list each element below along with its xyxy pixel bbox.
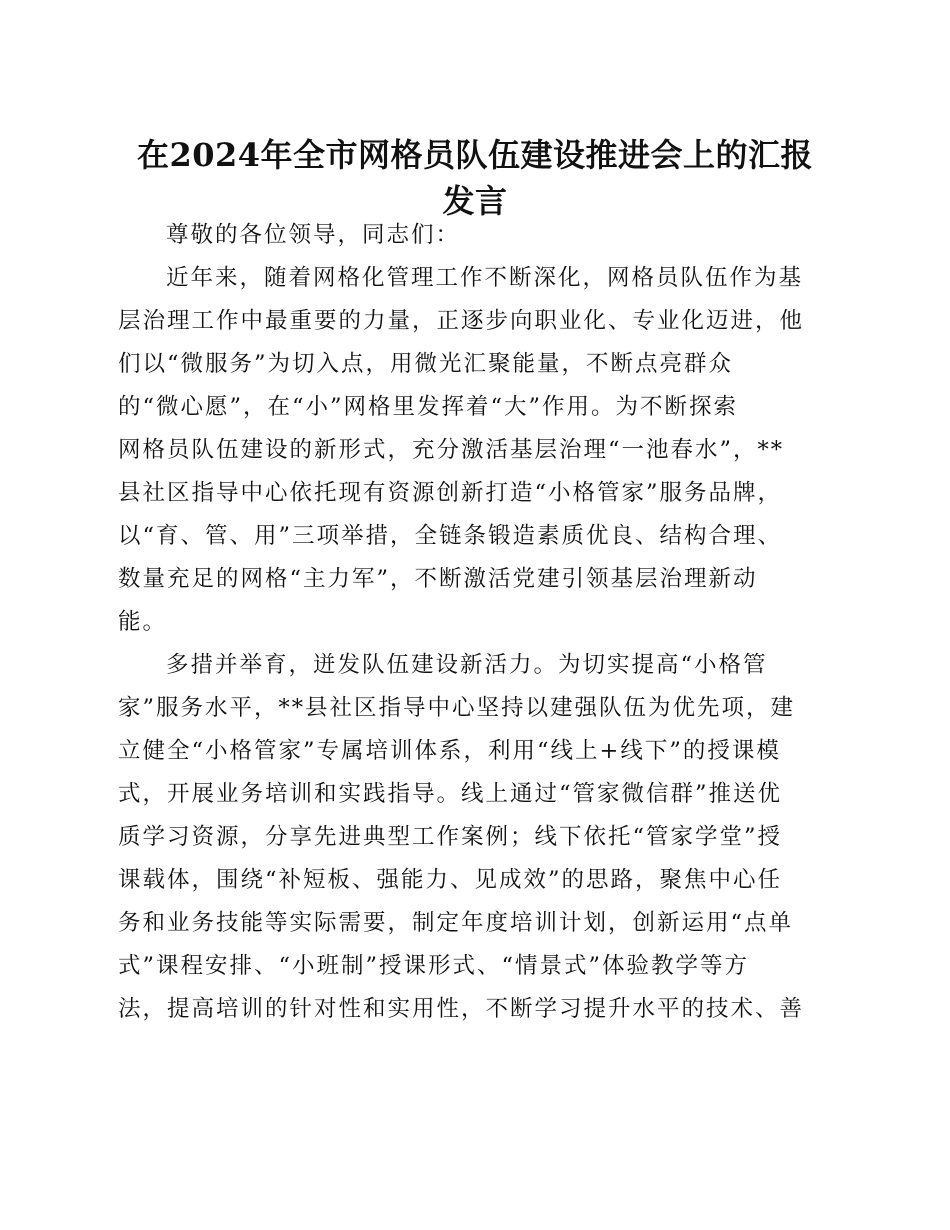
paragraph-2-line: 式”课程安排、“小班制”授课形式、“情景式”体验教学等方 [118, 953, 750, 979]
paragraph-1-line: 能。 [118, 609, 168, 635]
paragraph-2-line: 多措并举育，迸发队伍建设新活力。为切实提高“小格管 [166, 652, 768, 678]
paragraph-2-line: 式，开展业务培训和实践指导。线上通过“管家微信群”推送优 [118, 781, 783, 807]
document-title [110, 132, 840, 224]
document-body [118, 214, 830, 1031]
paragraph-1-line: 县社区指导中心依托现有资源创新打造“小格管家”服务品牌， [118, 480, 783, 506]
paragraph-1-line: 网格员队伍建设的新形式，充分激活基层治理“一池春水”，** [118, 437, 785, 463]
paragraph-1-line: 近年来，随着网格化管理工作不断深化，网格员队伍作为基 [166, 265, 804, 291]
paragraph-1-line: 数量充足的网格“主力军”，不断激活党建引领基层治理新动 [118, 566, 758, 592]
title-line-1: 在2024年全市网格员队伍建设推进会上的汇报 [136, 136, 814, 174]
paragraph-1-line: 们以“微服务”为切入点，用微光汇聚能量，不断点亮群众 [118, 351, 734, 377]
paragraph-2-line: 课载体，围绕“补短板、强能力、见成效”的思路，聚焦中心任 [118, 867, 783, 893]
paragraph-2-line: 立健全“小格管家”专属培训体系，利用“线上+线下”的授课模 [118, 738, 781, 764]
paragraph-1-line: 以“育、管、用”三项举措，全链条锻造素质优良、结构合理、 [118, 523, 783, 549]
paragraph-2-line: 法，提高培训的针对性和实用性，不断学习提升水平的技术、善 [118, 996, 805, 1022]
salutation: 尊敬的各位领导，同志们： [166, 222, 461, 248]
paragraph-1-line: 的“微心愿”，在“小”网格里发挥着“大”作用。为不断探索 [118, 394, 739, 420]
paragraph-2-line: 质学习资源，分享先进典型工作案例；线下依托“管家学堂”授 [118, 824, 783, 850]
title-line-2: 发言 [442, 182, 508, 220]
paragraph-2-line: 家”服务水平，**县社区指导中心坚持以建强队伍为优先项，建 [118, 695, 796, 721]
paragraph-1-line: 层治理工作中最重要的力量，正逐步向职业化、专业化迈进，他 [118, 308, 805, 334]
paragraph-2-line: 务和业务技能等实际需要，制定年度培训计划，创新运用“点单 [118, 910, 794, 936]
